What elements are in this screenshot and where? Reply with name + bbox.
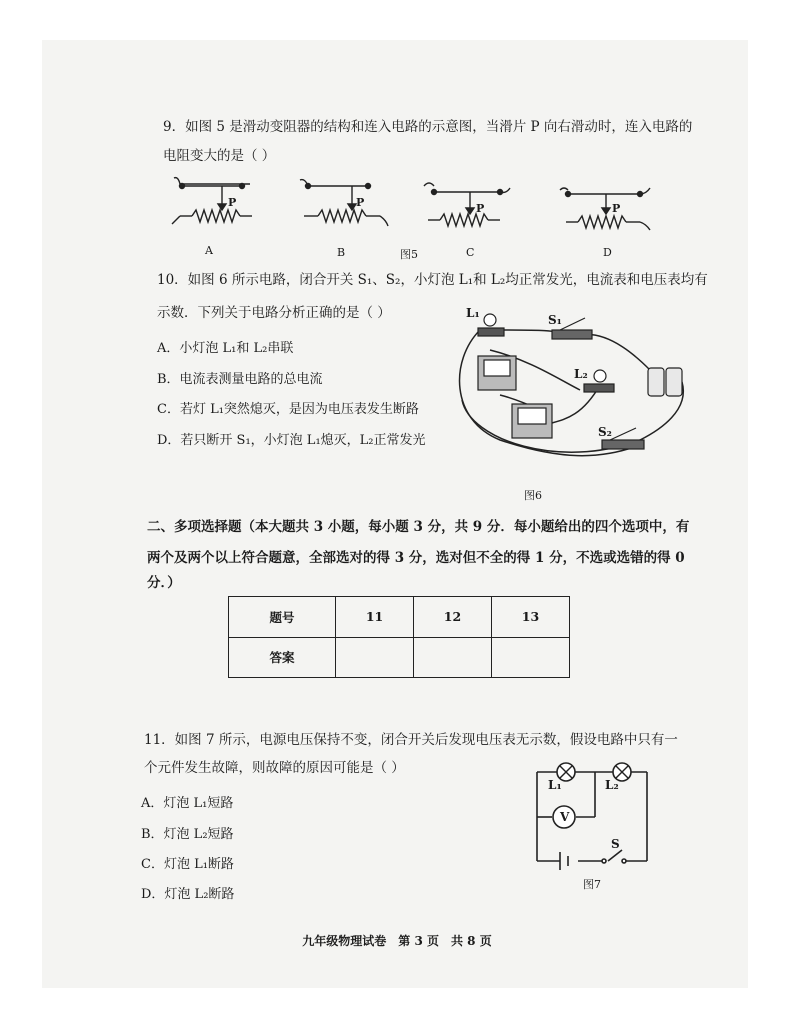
- fig7-label-l1: L₁: [548, 778, 562, 792]
- q11-option-a: A．灯泡 L₁短路: [141, 796, 234, 811]
- q11-option-d: D．灯泡 L₂断路: [141, 887, 235, 902]
- fig5-label: 图5: [400, 248, 418, 261]
- answer-table-header-cell: 题号: [229, 597, 336, 638]
- q9-stem-line1: 9．如图 5 是滑动变阻器的结构和连入电路的示意图，当滑片 P 向右滑动时，连入电路的: [163, 119, 693, 135]
- answer-table-header-cell: 12: [414, 597, 492, 638]
- q10-stem-line2: 示数．下列关于电路分析正确的是（ ）: [157, 305, 391, 321]
- section2-line3: 分．）: [147, 575, 181, 591]
- fig7-switch-label: S: [611, 837, 620, 851]
- fig7-label: 图7: [583, 878, 601, 891]
- q11-stem-line2: 个元件发生故障，则故障的原因可能是（ ）: [144, 760, 405, 776]
- rheostat-d-slider-label: P: [612, 202, 621, 215]
- q11-stem-line1: 11．如图 7 所示，电源电压保持不变，闭合开关后发现电压表无示数，假设电路中只有一: [144, 732, 678, 748]
- q10-option-d: D．若只断开 S₁，小灯泡 L₁熄灭，L₂正常发光: [157, 433, 426, 448]
- rheostat-a-slider-label: P: [228, 196, 237, 209]
- fig6-label-l2: L₂: [574, 367, 588, 381]
- q9-option-d: D: [603, 246, 612, 259]
- fig6-label-l1: L₁: [466, 306, 480, 320]
- q11-option-c: C．灯泡 L₁断路: [141, 857, 234, 872]
- page-footer: 九年级物理试卷 第 3 页 共 8 页: [302, 934, 492, 948]
- rheostat-b-slider-label: P: [356, 196, 365, 209]
- q9-stem-line2: 电阻变大的是（ ）: [163, 148, 276, 164]
- rheostat-c-slider-label: P: [476, 202, 485, 215]
- q9-option-b: B: [337, 246, 346, 259]
- answer-table-header-cell: 13: [491, 597, 569, 638]
- q10-stem-line1: 10．如图 6 所示电路，闭合开关 S₁、S₂，小灯泡 L₁和 L₂均正常发光，电流表和电压表均有: [157, 272, 708, 288]
- fig7-label-l2: L₂: [605, 778, 619, 792]
- answer-table-header-cell: 11: [336, 597, 414, 638]
- fig7-voltmeter-label: V: [560, 810, 570, 824]
- q11-option-b: B．灯泡 L₂短路: [141, 827, 234, 842]
- q9-option-a: A: [205, 244, 213, 257]
- fig6-label-s2: S₂: [598, 425, 612, 439]
- answer-table-row-label: 答案: [229, 637, 336, 678]
- fig6-label-s1: S₁: [548, 313, 562, 327]
- q10-option-c: C．若灯 L₁突然熄灭，是因为电压表发生断路: [157, 402, 419, 417]
- q10-option-a: A．小灯泡 L₁和 L₂串联: [157, 341, 294, 356]
- q10-option-b: B．电流表测量电路的总电流: [157, 372, 323, 387]
- section2-line2: 两个及两个以上符合题意，全部选对的得 3 分，选对但不全的得 1 分，不选或选错的得 0: [147, 550, 685, 566]
- fig6-label: 图6: [524, 489, 542, 502]
- q9-option-c: C: [466, 246, 475, 259]
- section2-line1: 二、多项选择题（本大题共 3 小题，每小题 3 分，共 9 分．每小题给出的四个选项中，有: [147, 519, 690, 535]
